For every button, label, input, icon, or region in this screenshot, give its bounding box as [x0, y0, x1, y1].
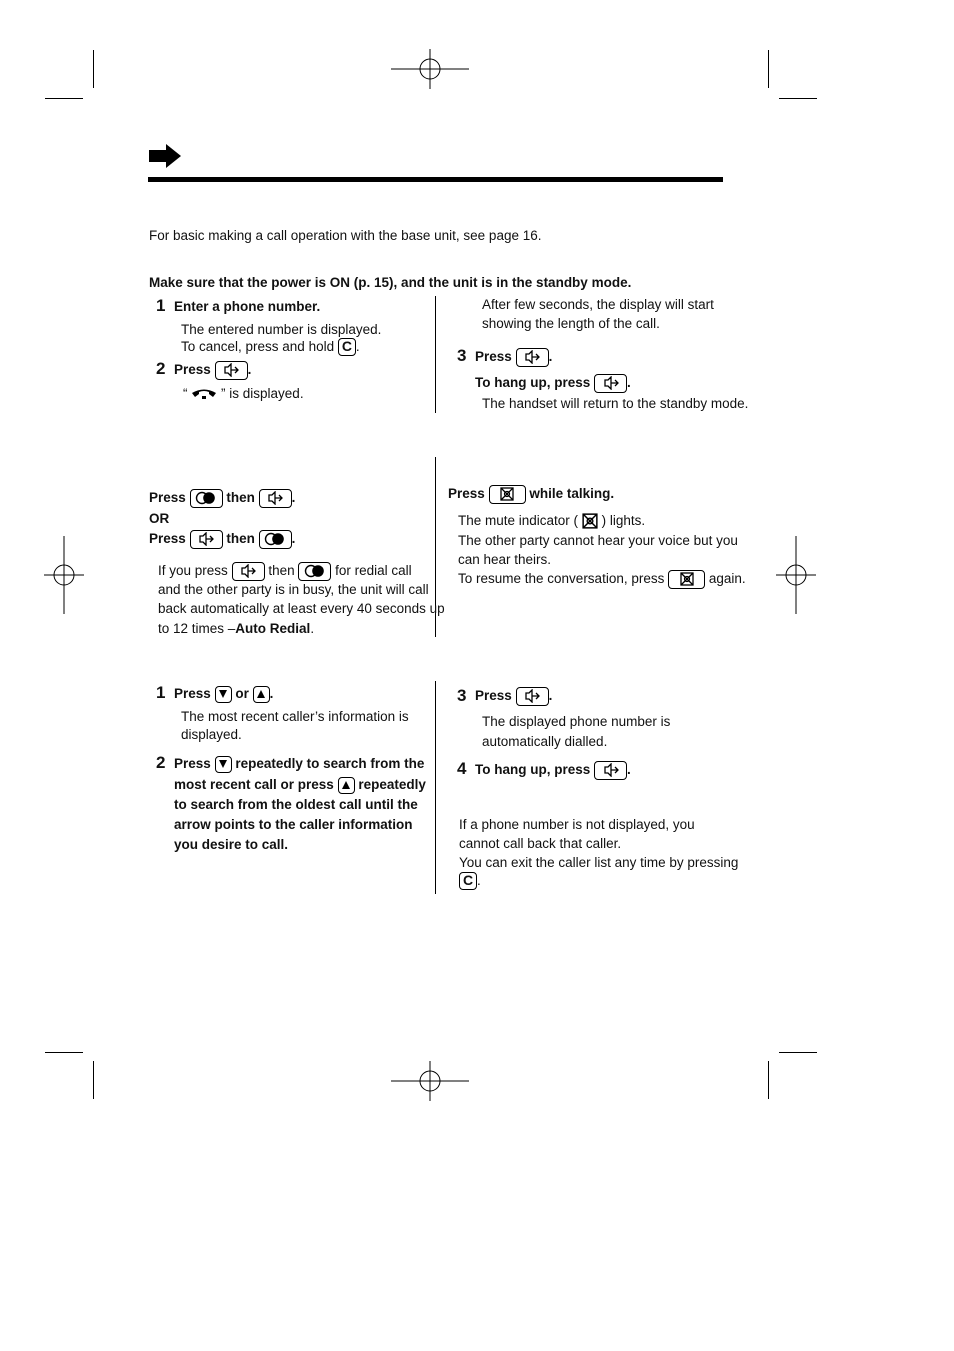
auto-redial-note	[158, 561, 412, 581]
period: .	[247, 362, 252, 377]
step-title	[174, 360, 251, 380]
step-title	[174, 775, 426, 794]
displayed-text: ” is displayed.	[221, 386, 304, 401]
press-label: Press	[174, 686, 211, 701]
step-detail: The most recent caller’s information is	[181, 709, 409, 724]
talk-key-icon	[516, 348, 549, 367]
press-label: Press	[149, 531, 186, 546]
mute-key-icon	[489, 485, 526, 504]
crop-mark	[45, 1052, 83, 1053]
auto-redial-term: Auto Redial	[235, 621, 311, 636]
step-title	[475, 686, 552, 706]
step-text: most recent call or press	[174, 777, 334, 792]
auto-redial-note	[158, 619, 314, 638]
clear-key-icon: C	[459, 872, 477, 890]
clear-key-icon: C	[338, 338, 356, 356]
mute-note	[458, 511, 645, 530]
talk-key-icon	[232, 562, 265, 581]
arrow-right-icon	[148, 143, 182, 169]
then-label: then	[226, 531, 255, 546]
prerequisite-note: Make sure that the power is ON (p. 15), and the unit is in the standby mode.	[149, 275, 632, 290]
caller-list-note: If a phone number is not displayed, you	[459, 817, 695, 832]
step-text: repeatedly to search from the	[235, 756, 425, 771]
mute-note	[458, 569, 746, 589]
step-detail	[183, 384, 304, 403]
mute-note: can hear theirs.	[458, 552, 552, 567]
crop-mark	[93, 1061, 94, 1099]
down-arrow-key-icon	[215, 756, 232, 773]
standby-note: The handset will return to the standby mode.	[482, 396, 749, 411]
step-text: repeatedly	[358, 777, 426, 792]
note-text: ) lights.	[601, 513, 646, 528]
hang-up-instruction	[475, 373, 631, 393]
step-title: arrow points to the caller information	[174, 817, 413, 832]
column-divider	[435, 681, 436, 894]
press-label: Press	[475, 688, 512, 703]
caller-list-note: You can exit the caller list any time by pressing	[459, 855, 739, 870]
note-text: for redial call	[335, 563, 412, 578]
step-number: 1	[156, 296, 166, 315]
crop-mark	[768, 1061, 769, 1099]
period: .	[477, 873, 481, 888]
registration-mark-icon	[44, 536, 84, 614]
talk-key-icon	[516, 687, 549, 706]
caller-list-note: cannot call back that caller.	[459, 836, 622, 851]
crop-mark	[93, 50, 94, 88]
step-detail: The entered number is displayed.	[181, 322, 382, 337]
talk-key-icon	[215, 361, 248, 380]
crop-mark	[45, 98, 83, 99]
talk-key-icon	[190, 530, 223, 549]
auto-redial-note: back automatically at least every 40 seconds up	[158, 601, 445, 616]
period: .	[269, 686, 274, 701]
redial-key-icon	[190, 489, 223, 508]
press-label: Press	[149, 490, 186, 505]
caller-list-note	[459, 871, 481, 890]
basic-call-note: For basic making a call operation with the base unit, see page 16.	[149, 228, 542, 243]
then-label: then	[226, 490, 255, 505]
step-number: 4	[457, 759, 467, 778]
step-title	[174, 684, 273, 703]
period: .	[548, 688, 553, 703]
period: .	[310, 621, 315, 636]
call-length-note: After few seconds, the display will start	[482, 297, 714, 312]
crop-mark	[768, 50, 769, 88]
mute-key-icon	[668, 570, 705, 589]
column-divider	[435, 296, 436, 413]
or-label: OR	[149, 511, 170, 526]
registration-mark-icon	[776, 536, 816, 614]
step-title	[174, 754, 424, 773]
redial-key-icon	[259, 530, 292, 549]
redial-instruction	[149, 488, 295, 508]
press-label: Press	[174, 756, 211, 771]
press-label: Press	[475, 349, 512, 364]
cancel-instruction: To cancel, press and hold	[181, 339, 335, 354]
call-length-note: showing the length of the call.	[482, 316, 660, 331]
down-arrow-key-icon	[215, 686, 232, 703]
redial-instruction	[149, 529, 295, 549]
period: .	[548, 349, 553, 364]
crop-mark	[779, 1052, 817, 1053]
talk-key-icon	[259, 489, 292, 508]
quote-open: “	[183, 386, 188, 401]
step-title: Enter a phone number.	[174, 299, 321, 314]
up-arrow-key-icon	[253, 686, 270, 703]
step-number: 2	[156, 359, 166, 378]
while-talking-label: while talking.	[529, 486, 615, 501]
hang-up-label: To hang up, press	[475, 375, 591, 390]
auto-redial-note: and the other party is in busy, the unit will call	[158, 582, 429, 597]
mute-indicator-icon	[582, 513, 598, 529]
step-number: 1	[156, 683, 166, 702]
step-number: 3	[457, 346, 467, 365]
mute-instruction	[448, 484, 614, 504]
step-title: to search from the oldest call until the	[174, 797, 418, 812]
step-number: 2	[156, 753, 166, 772]
period: .	[291, 490, 296, 505]
up-arrow-key-icon	[338, 777, 355, 794]
step-detail: automatically dialled.	[482, 734, 608, 749]
note-text: then	[268, 563, 295, 578]
press-label: Press	[174, 362, 211, 377]
talk-key-icon	[594, 761, 627, 780]
period: .	[291, 531, 296, 546]
period: .	[627, 762, 631, 777]
header-rule	[148, 177, 723, 182]
mute-note: The other party cannot hear your voice but you	[458, 533, 738, 548]
note-text: To resume the conversation, press	[458, 571, 665, 586]
note-text: If you press	[158, 563, 228, 578]
registration-mark-icon	[391, 1061, 469, 1101]
step-title	[475, 760, 631, 780]
step-title	[475, 347, 552, 367]
step-number: 3	[457, 686, 467, 705]
talk-key-icon	[594, 374, 627, 393]
note-text: The mute indicator (	[458, 513, 579, 528]
step-detail: displayed.	[181, 727, 242, 742]
crop-mark	[779, 98, 817, 99]
period: .	[627, 375, 631, 390]
press-label: Press	[448, 486, 485, 501]
step-detail: The displayed phone number is	[482, 714, 671, 729]
hang-up-label: To hang up, press	[475, 762, 591, 777]
handset-icon	[191, 388, 217, 400]
note-text: to 12 times –	[158, 621, 236, 636]
registration-mark-icon	[391, 49, 469, 89]
step-detail	[181, 337, 360, 356]
or-label: or	[235, 686, 249, 701]
redial-key-icon	[298, 562, 331, 581]
step-title: you desire to call.	[174, 837, 289, 852]
note-text: again.	[708, 571, 746, 586]
period: .	[355, 339, 360, 354]
